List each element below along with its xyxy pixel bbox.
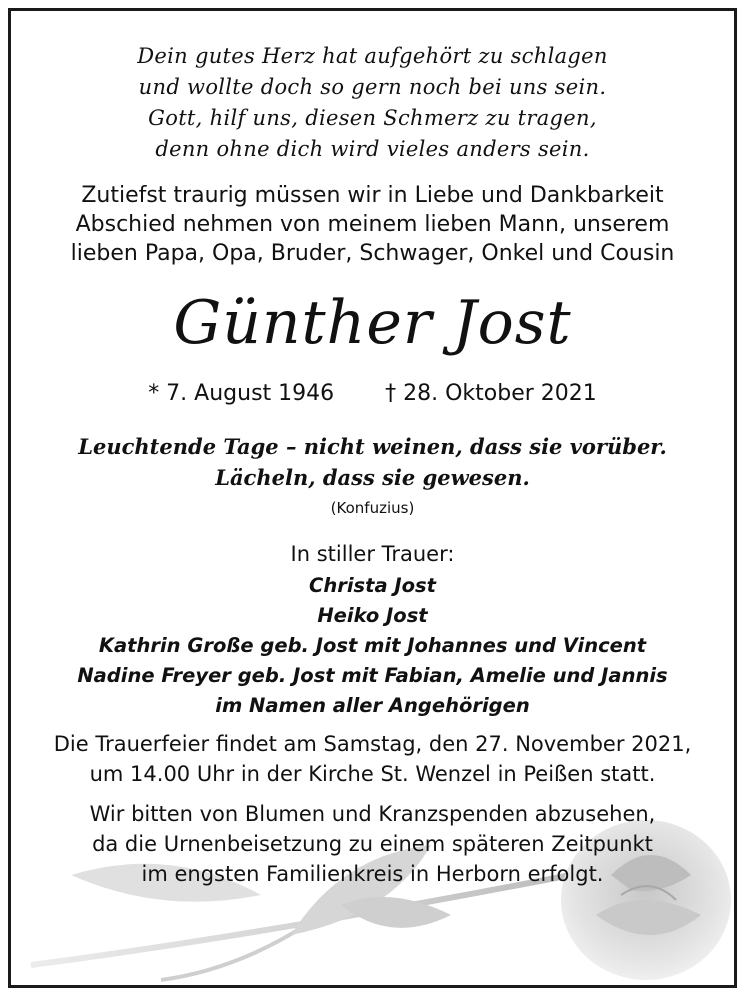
request-line: da die Urnenbeisetzung zu einem späteren Zeitpunkt xyxy=(92,832,653,856)
poem-line: und wollte doch so gern noch bei uns sein. xyxy=(138,75,607,99)
death-date: † 28. Oktober 2021 xyxy=(385,381,597,406)
birth-date: * 7. August 1946 xyxy=(148,381,335,406)
request-line: im engsten Familienkreis in Herborn erfolgt. xyxy=(141,862,604,886)
mourning-intro: In stiller Trauer: xyxy=(290,542,455,566)
poem-line: Gott, hilf uns, diesen Schmerz zu tragen, xyxy=(148,106,597,130)
intro-line: lieben Papa, Opa, Bruder, Schwager, Onkel und Cousin xyxy=(70,241,675,266)
mourner: Heiko Jost xyxy=(317,604,428,627)
mourner: im Namen aller Angehörigen xyxy=(215,694,530,717)
quote-line: Lächeln, dass sie gewesen. xyxy=(215,465,530,490)
funeral-line: Die Trauerfeier findet am Samstag, den 27. November 2021, xyxy=(53,732,692,756)
request-line: Wir bitten von Blumen und Kranzspenden abzusehen, xyxy=(89,802,656,826)
mourners-list xyxy=(11,571,734,721)
intro-line: Zutiefst traurig müssen wir in Liebe und Dankbarkeit xyxy=(81,183,664,208)
obituary-frame xyxy=(8,8,737,988)
life-dates xyxy=(11,379,734,409)
poem-line: denn ohne dich wird vieles anders sein. xyxy=(155,137,590,161)
quote-source: (Konfuzius) xyxy=(330,499,415,517)
donation-request xyxy=(11,799,734,889)
mourner: Christa Jost xyxy=(309,574,436,597)
quote xyxy=(11,431,734,493)
deceased-name: Günther Jost xyxy=(173,288,572,358)
funeral-info xyxy=(11,729,734,789)
quote-line: Leuchtende Tage – nicht weinen, dass sie vorüber. xyxy=(78,434,667,459)
funeral-line: um 14.00 Uhr in der Kirche St. Wenzel in Peißen statt. xyxy=(89,762,656,786)
mourner: Nadine Freyer geb. Jost mit Fabian, Amelie und Jannis xyxy=(77,664,668,687)
poem xyxy=(11,41,734,165)
mourner: Kathrin Große geb. Jost mit Johannes und Vincent xyxy=(98,634,647,657)
poem-line: Dein gutes Herz hat aufgehört zu schlagen xyxy=(137,44,608,68)
intro-line: Abschied nehmen von meinem lieben Mann, unserem xyxy=(75,212,670,237)
intro-text xyxy=(11,181,734,268)
